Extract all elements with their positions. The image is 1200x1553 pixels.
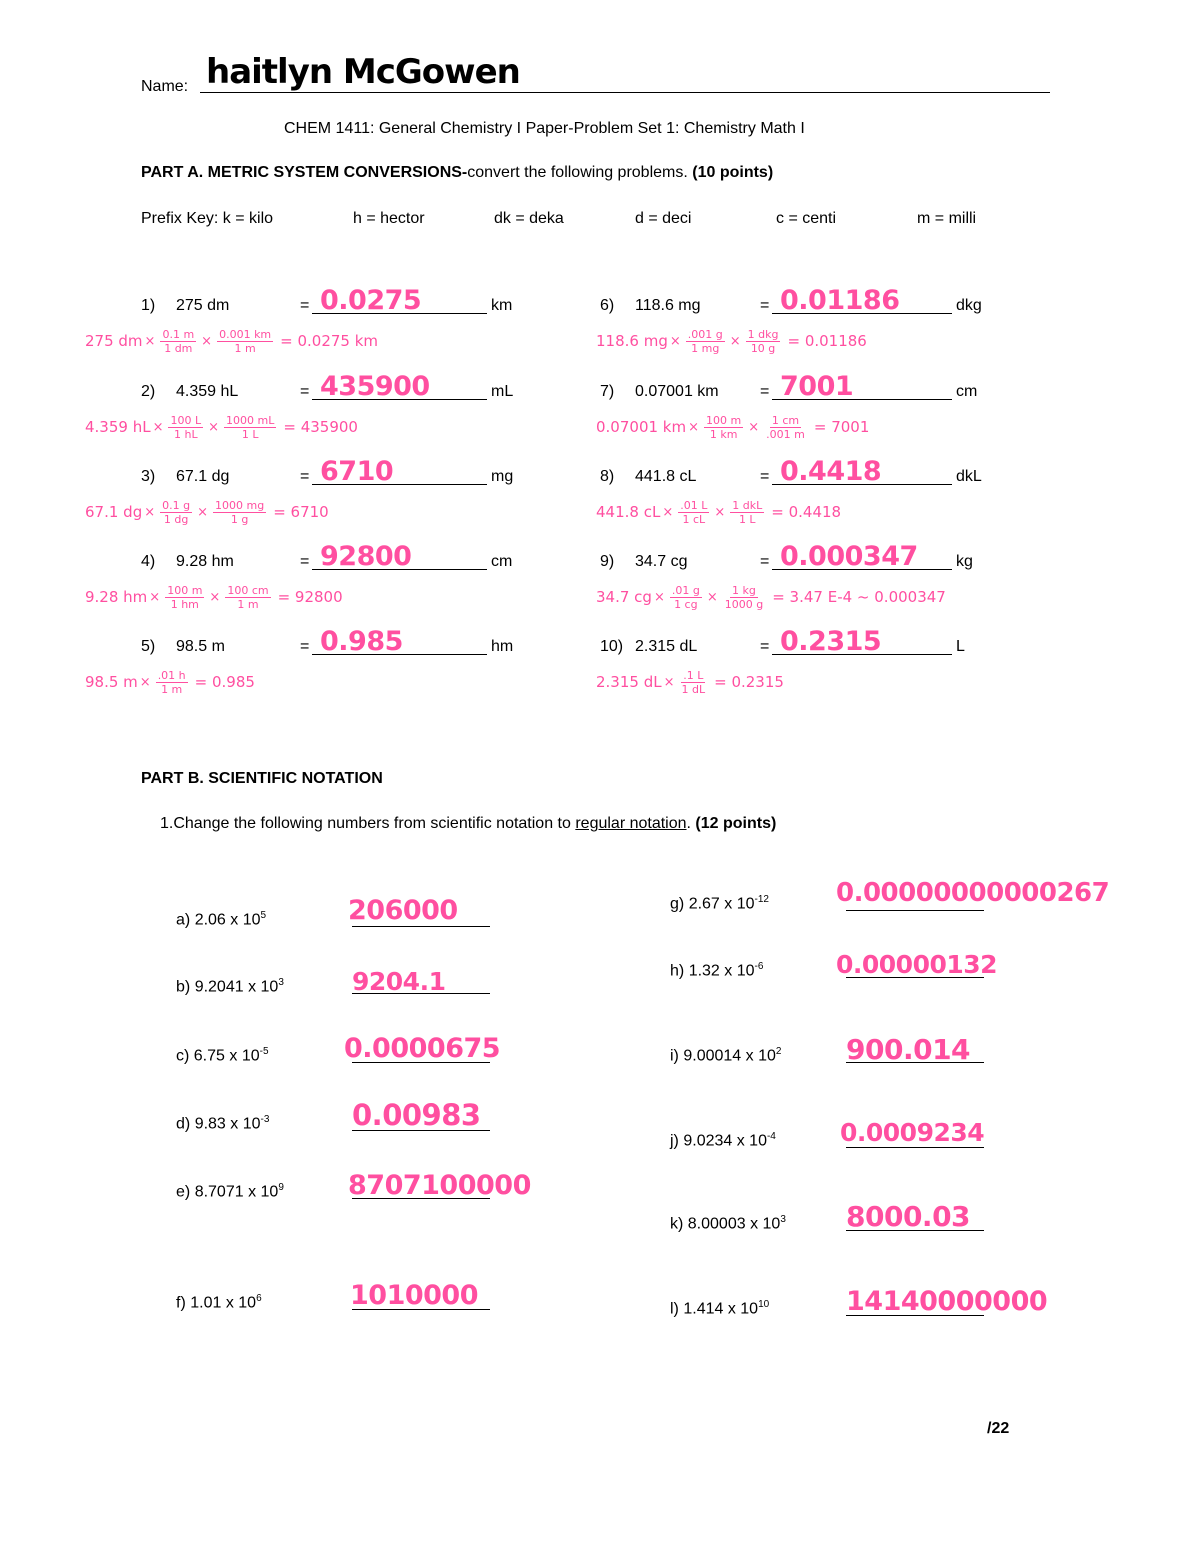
- factor-denominator: 1 dg: [163, 512, 189, 526]
- factor-numerator: 1 kg: [732, 583, 756, 597]
- prefix-key-deci: d = deci: [635, 210, 692, 227]
- handwritten-answer: 7001: [780, 371, 854, 402]
- factor-numerator: 0.001 km: [219, 327, 272, 341]
- problem-number: 8): [600, 468, 615, 485]
- factor-denominator: 1 dm: [164, 341, 193, 355]
- times-sign: ×: [748, 419, 760, 435]
- student-name: haitlyn McGowen: [206, 52, 520, 92]
- item-exponent: -4: [766, 1131, 776, 1142]
- factor-numerator: 100 L: [170, 413, 202, 427]
- equals-sign: =: [760, 383, 770, 400]
- factor-denominator: 10 g: [750, 341, 776, 355]
- part-a-heading: PART A. METRIC SYSTEM CONVERSIONS-convert the following problems. (10 points): [141, 164, 774, 181]
- problem-number: 5): [141, 638, 156, 655]
- times-sign: ×: [688, 419, 700, 435]
- times-sign: ×: [152, 419, 164, 435]
- prefix-key-kilo: Prefix Key: k = kilo: [141, 210, 274, 227]
- prefix-key-deka: dk = deka: [494, 210, 564, 227]
- factor-denominator: 1000 g: [724, 597, 764, 611]
- conversion-factor: [213, 499, 266, 526]
- times-sign: ×: [663, 674, 675, 690]
- answer-blank: [846, 1147, 984, 1148]
- item-exponent: 6: [256, 1293, 262, 1304]
- problem-given: 441.8 cL: [635, 468, 697, 485]
- item-mantissa: 1.414 x 10: [683, 1300, 759, 1318]
- factor-numerator: 0.1 g: [162, 498, 191, 512]
- notation-label: [176, 1046, 269, 1065]
- times-sign: ×: [208, 419, 220, 435]
- factor-denominator: 1 L: [738, 512, 756, 526]
- conversion-factor: [160, 328, 196, 355]
- conversion-work: [596, 410, 869, 444]
- item-mantissa: 6.75 x 10: [193, 1047, 260, 1065]
- course-title: CHEM 1411: General Chemistry I Paper-Problem Set 1: Chemistry Math I: [284, 120, 805, 137]
- factor-denominator: 1 m: [234, 341, 256, 355]
- item-mantissa: 9.2041 x 10: [194, 978, 279, 996]
- problem-number: 1): [141, 297, 156, 314]
- factor-denominator: .001 m: [766, 427, 805, 441]
- factor-denominator: 1 cg: [674, 597, 698, 611]
- equals-sign: =: [760, 638, 770, 655]
- item-exponent: 10: [758, 1299, 770, 1310]
- target-unit: kg: [956, 553, 973, 570]
- problem-given: 98.5 m: [176, 638, 225, 655]
- item-exponent: 3: [278, 977, 284, 988]
- target-unit: dkg: [956, 297, 982, 314]
- times-sign: ×: [714, 504, 726, 520]
- work-start: 9.28 hm: [85, 588, 148, 606]
- factor-numerator: .01 h: [157, 668, 186, 682]
- times-sign: ×: [653, 589, 665, 605]
- equals-sign: =: [760, 468, 770, 485]
- item-letter: h): [670, 962, 685, 980]
- work-result: = 0.985: [194, 673, 255, 691]
- conversion-factor: [224, 414, 276, 441]
- notation-label: [670, 1299, 769, 1318]
- handwritten-answer: 6710: [320, 456, 394, 487]
- problem-given: 67.1 dg: [176, 468, 230, 485]
- item-letter: l): [670, 1300, 679, 1318]
- work-result: = 7001: [813, 418, 870, 436]
- handwritten-answer: 0.00000132: [836, 950, 998, 979]
- item-exponent: -3: [260, 1114, 270, 1125]
- problem-number: 10): [600, 638, 624, 655]
- target-unit: cm: [956, 383, 978, 400]
- conversion-factor: [168, 414, 203, 441]
- notation-label: [670, 961, 763, 980]
- factor-denominator: 1 m: [237, 597, 259, 611]
- item-mantissa: 9.00014 x 10: [683, 1047, 776, 1065]
- handwritten-answer: 8707100000: [348, 1170, 531, 1201]
- item-letter: e): [176, 1183, 191, 1201]
- item-letter: c): [176, 1047, 190, 1065]
- item-mantissa: 2.67 x 10: [688, 895, 755, 913]
- notation-label: [176, 910, 266, 929]
- work-result: = 0.4418: [771, 503, 842, 521]
- problem-number: 6): [600, 297, 615, 314]
- handwritten-answer: 9204.1: [352, 967, 446, 996]
- work-result: = 6710: [273, 503, 329, 521]
- item-letter: k): [670, 1215, 684, 1233]
- handwritten-answer: 92800: [320, 541, 412, 572]
- conversion-factor: [746, 328, 781, 355]
- conversion-work: [596, 580, 946, 614]
- target-unit: mL: [491, 383, 514, 400]
- conversion-factor: [686, 328, 725, 355]
- handwritten-answer: 0.2315: [780, 626, 882, 657]
- factor-denominator: 1 g: [230, 512, 249, 526]
- item-mantissa: 9.0234 x 10: [683, 1132, 767, 1150]
- times-sign: ×: [144, 333, 156, 349]
- times-sign: ×: [706, 589, 718, 605]
- target-unit: cm: [491, 553, 513, 570]
- equals-sign: =: [300, 383, 310, 400]
- factor-denominator: 1 hm: [170, 597, 199, 611]
- conversion-work: [85, 495, 329, 529]
- target-unit: dkL: [956, 468, 982, 485]
- times-sign: ×: [149, 589, 161, 605]
- conversion-factor: [156, 669, 188, 696]
- handwritten-answer: 0.000347: [780, 541, 918, 572]
- times-sign: ×: [139, 674, 151, 690]
- item-mantissa: 8.7071 x 10: [194, 1183, 279, 1201]
- conversion-work: [85, 410, 358, 444]
- conversion-factor: [670, 584, 702, 611]
- item-exponent: -5: [259, 1046, 269, 1057]
- handwritten-answer: 206000: [348, 895, 458, 926]
- handwritten-answer: 0.0009234: [840, 1118, 985, 1147]
- factor-denominator: 1 mg: [691, 341, 720, 355]
- work-start: 275 dm: [85, 332, 143, 350]
- item-letter: b): [176, 978, 191, 996]
- handwritten-answer: 0.00000000000267: [836, 878, 1110, 908]
- prefix-key-milli: m = milli: [917, 210, 977, 227]
- handwritten-answer: 14140000000: [846, 1286, 1048, 1317]
- problem-given: 0.07001 km: [635, 383, 719, 400]
- equals-sign: =: [760, 297, 770, 314]
- part-b-heading: PART B. SCIENTIFIC NOTATION: [141, 770, 383, 787]
- notation-label: [670, 1214, 786, 1233]
- conversion-factor: [678, 499, 709, 526]
- conversion-factor: [225, 584, 270, 611]
- name-underline: [200, 92, 1050, 93]
- item-exponent: 3: [780, 1214, 786, 1225]
- handwritten-answer: 0.0000675: [344, 1033, 501, 1064]
- item-letter: i): [670, 1047, 679, 1065]
- conversion-factor: [217, 328, 273, 355]
- equals-sign: =: [760, 553, 770, 570]
- work-start: 4.359 hL: [85, 418, 151, 436]
- item-letter: j): [670, 1132, 679, 1150]
- times-sign: ×: [729, 333, 741, 349]
- target-unit: hm: [491, 638, 514, 655]
- conversion-factor: [165, 584, 204, 611]
- item-letter: g): [670, 895, 685, 913]
- conversion-work: [85, 324, 378, 358]
- item-letter: a): [176, 911, 191, 929]
- part-b-instruction: 1.Change the following numbers from scientific notation to regular notation. (12 points): [160, 815, 777, 832]
- factor-numerator: 100 m: [167, 583, 203, 597]
- work-start: 441.8 cL: [596, 503, 661, 521]
- factor-numerator: 1000 mL: [226, 413, 275, 427]
- work-result: = 0.0275 km: [280, 332, 379, 350]
- equals-sign: =: [300, 468, 310, 485]
- notation-label: [670, 1046, 781, 1065]
- factor-numerator: 1 dkL: [732, 498, 763, 512]
- name-label: Name:: [141, 78, 189, 95]
- handwritten-answer: 0.985: [320, 626, 403, 657]
- conversion-work: [85, 580, 343, 614]
- item-mantissa: 2.06 x 10: [194, 911, 261, 929]
- total-score: /22: [987, 1420, 1010, 1437]
- factor-numerator: 1000 mg: [215, 498, 265, 512]
- notation-label: [176, 1182, 284, 1201]
- equals-sign: =: [300, 638, 310, 655]
- times-sign: ×: [209, 589, 221, 605]
- factor-denominator: 1 dL: [681, 682, 706, 696]
- handwritten-answer: 0.4418: [780, 456, 882, 487]
- times-sign: ×: [144, 504, 156, 520]
- conversion-work: [85, 665, 255, 699]
- factor-numerator: 1 dkg: [747, 327, 779, 341]
- item-letter: f): [176, 1294, 186, 1312]
- target-unit: L: [956, 638, 965, 655]
- factor-numerator: 1 cm: [771, 413, 800, 427]
- conversion-work: [596, 665, 784, 699]
- conversion-factor: [730, 499, 764, 526]
- problem-given: 4.359 hL: [176, 383, 239, 400]
- problem-given: 9.28 hm: [176, 553, 234, 570]
- notation-label: [670, 894, 769, 913]
- item-exponent: -12: [754, 894, 769, 905]
- factor-denominator: 1 hL: [173, 427, 198, 441]
- work-start: 118.6 mg: [596, 332, 668, 350]
- answer-blank: [352, 926, 490, 927]
- factor-denominator: 1 km: [709, 427, 738, 441]
- item-mantissa: 1.01 x 10: [190, 1294, 257, 1312]
- item-exponent: 2: [775, 1046, 782, 1057]
- conversion-factor: [723, 584, 765, 611]
- times-sign: ×: [201, 333, 213, 349]
- work-start: 0.07001 km: [596, 418, 687, 436]
- notation-label: [176, 977, 284, 996]
- work-result: = 435900: [283, 418, 358, 436]
- handwritten-answer: 435900: [320, 371, 430, 402]
- item-exponent: 5: [260, 910, 267, 921]
- work-result: = 3.47 E-4 ~ 0.000347: [772, 588, 946, 606]
- factor-numerator: 100 m: [706, 413, 742, 427]
- times-sign: ×: [669, 333, 681, 349]
- item-exponent: 9: [278, 1182, 284, 1193]
- prefix-key-hector: h = hector: [353, 210, 425, 227]
- conversion-work: [596, 495, 841, 529]
- handwritten-answer: 0.01186: [780, 285, 900, 316]
- item-exponent: -6: [754, 961, 764, 972]
- problem-number: 4): [141, 553, 156, 570]
- handwritten-answer: 1010000: [350, 1280, 479, 1311]
- factor-numerator: .1 L: [683, 668, 704, 682]
- work-start: 67.1 dg: [85, 503, 143, 521]
- answer-blank: [846, 910, 984, 911]
- work-result: = 0.01186: [787, 332, 867, 350]
- factor-numerator: .01 L: [680, 498, 708, 512]
- problem-number: 9): [600, 553, 615, 570]
- problem-given: 34.7 cg: [635, 553, 688, 570]
- prefix-key-centi: c = centi: [776, 210, 837, 227]
- factor-denominator: 1 L: [241, 427, 259, 441]
- handwritten-answer: 0.0275: [320, 285, 422, 316]
- target-unit: km: [491, 297, 513, 314]
- factor-numerator: 100 cm: [227, 583, 269, 597]
- times-sign: ×: [662, 504, 674, 520]
- work-result: = 92800: [277, 588, 343, 606]
- item-mantissa: 8.00003 x 10: [687, 1215, 781, 1233]
- item-letter: d): [176, 1115, 191, 1133]
- problem-number: 7): [600, 383, 615, 400]
- notation-label: [176, 1293, 262, 1312]
- factor-denominator: 1 m: [161, 682, 183, 696]
- factor-numerator: .01 g: [671, 583, 700, 597]
- conversion-factor: [160, 499, 192, 526]
- equals-sign: =: [300, 297, 310, 314]
- problem-given: 275 dm: [176, 297, 230, 314]
- conversion-factor: [680, 669, 708, 696]
- handwritten-answer: 900.014: [846, 1033, 971, 1066]
- handwritten-answer: 0.00983: [352, 1098, 481, 1132]
- work-start: 2.315 dL: [596, 673, 662, 691]
- handwritten-answer: 8000.03: [846, 1200, 971, 1233]
- notation-label: [176, 1114, 269, 1133]
- conversion-factor: [704, 414, 743, 441]
- work-start: 98.5 m: [85, 673, 138, 691]
- equals-sign: =: [300, 553, 310, 570]
- notation-label: [670, 1131, 776, 1150]
- problem-number: 3): [141, 468, 156, 485]
- item-mantissa: 1.32 x 10: [688, 962, 755, 980]
- item-mantissa: 9.83 x 10: [194, 1115, 261, 1133]
- problem-given: 2.315 dL: [635, 638, 698, 655]
- work-start: 34.7 cg: [596, 588, 652, 606]
- factor-numerator: 0.1 m: [162, 327, 195, 341]
- problem-number: 2): [141, 383, 156, 400]
- problem-given: 118.6 mg: [635, 297, 701, 314]
- times-sign: ×: [197, 504, 209, 520]
- factor-numerator: .001 g: [687, 327, 723, 341]
- target-unit: mg: [491, 468, 514, 485]
- factor-denominator: 1 cL: [682, 512, 706, 526]
- conversion-work: [596, 324, 867, 358]
- conversion-factor: [764, 414, 807, 441]
- work-result: = 0.2315: [714, 673, 784, 691]
